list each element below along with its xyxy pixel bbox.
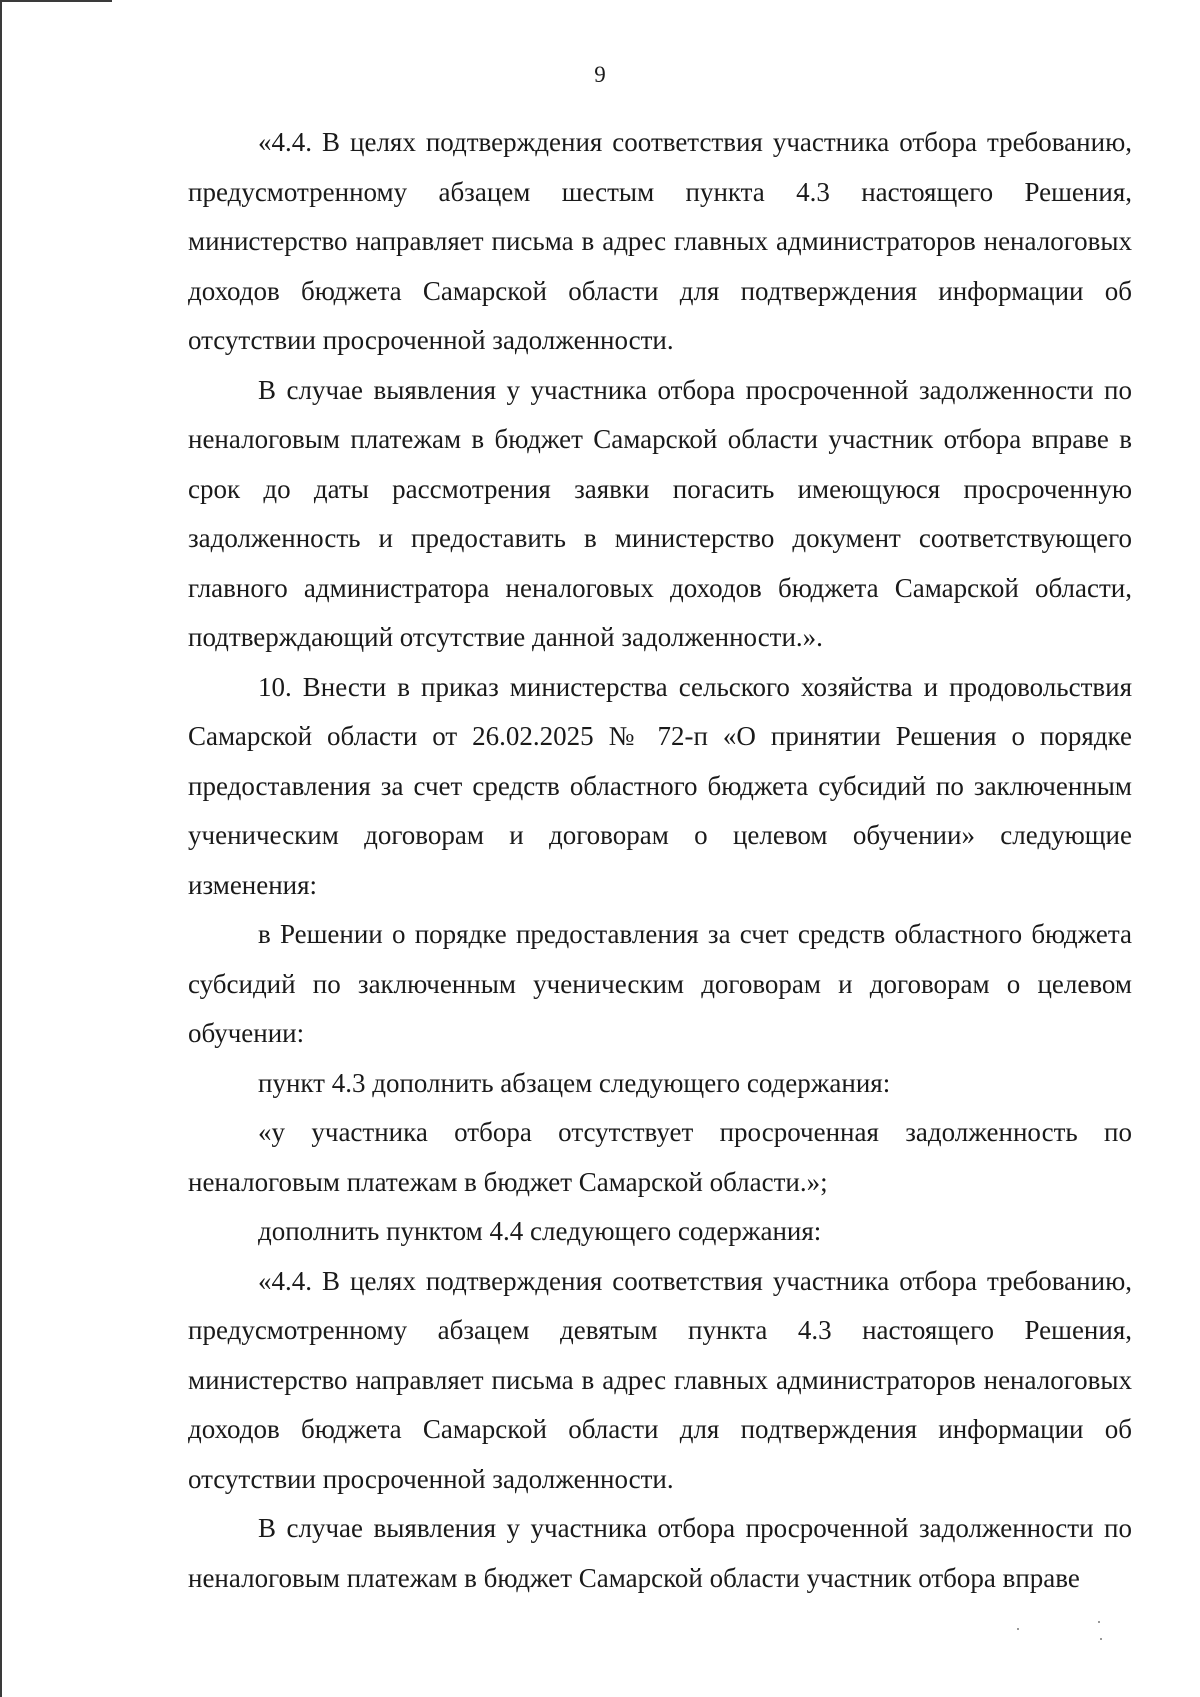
paragraph-quote-no-debt: «у участника отбора отсутствует просроченная задолженность по неналоговым платежам в бюджет Самарской области.»; [188,1117,1132,1197]
document-body [188,118,1132,1603]
paragraph-in-decision: в Решении о порядке предоставления за счет средств областного бюджета субсидий по заключенным ученическим договорам и договорам о целевом обучении: [188,919,1132,1048]
paragraph-item-10: 10. Внести в приказ министерства сельского хозяйства и продовольствия Самарской области от 26.02.2025 № 72-п «О принятии Решения о порядке предоставления за счет средств областного бюджета субсидий по заключенным ученическим договорам и договорам о целевом обучении» следующие изменения: [188,671,1132,900]
scan-speck [1100,1638,1102,1640]
scan-speck [1017,1628,1019,1630]
paragraph-4-4-second: «4.4. В целях подтверждения соответствия участника отбора требованию, предусмотренному абзацем девятым пункта 4.3 настоящего Решения, министерство направляет письма в адрес главных администраторов неналоговых доходов бюджета Самарской области для подтверждения информации об отсутствии просроченной задолженности. [188,1265,1132,1494]
paragraph-4-4-first: «4.4. В целях подтверждения соответствия участника отбора требованию, предусмотренному абзацем шестым пункта 4.3 настоящего Решения, министерство направляет письма в адрес главных администраторов неналоговых доходов бюджета Самарской области для подтверждения информации об отсутствии просроченной задолженности. [188,127,1132,355]
scan-speck [1098,1621,1100,1623]
page-top-border [0,0,112,2]
paragraph-debt-case-first: В случае выявления у участника отбора просроченной задолженности по неналоговым платежам в бюджет Самарской области участник отбора вправе в срок до даты рассмотрения заявки погасить имеющуюся просроченную задолженность и предоставить в министерство документ соответствующего главного администратора неналоговых доходов бюджета Самарской области, подтверждающий отсутствие данной задолженности.». [188,374,1132,652]
paragraph-debt-case-second: В случае выявления у участника отбора просроченной задолженности по неналоговым платежам в бюджет Самарской области участник отбора вправе [188,1513,1132,1593]
paragraph-supplement-4-3: пункт 4.3 дополнить абзацем следующего содержания: [258,1067,891,1098]
page-left-border [0,0,2,1697]
paragraph-add-4-4: дополнить пунктом 4.4 следующего содержания: [258,1216,822,1246]
page-number: 9 [594,62,606,87]
